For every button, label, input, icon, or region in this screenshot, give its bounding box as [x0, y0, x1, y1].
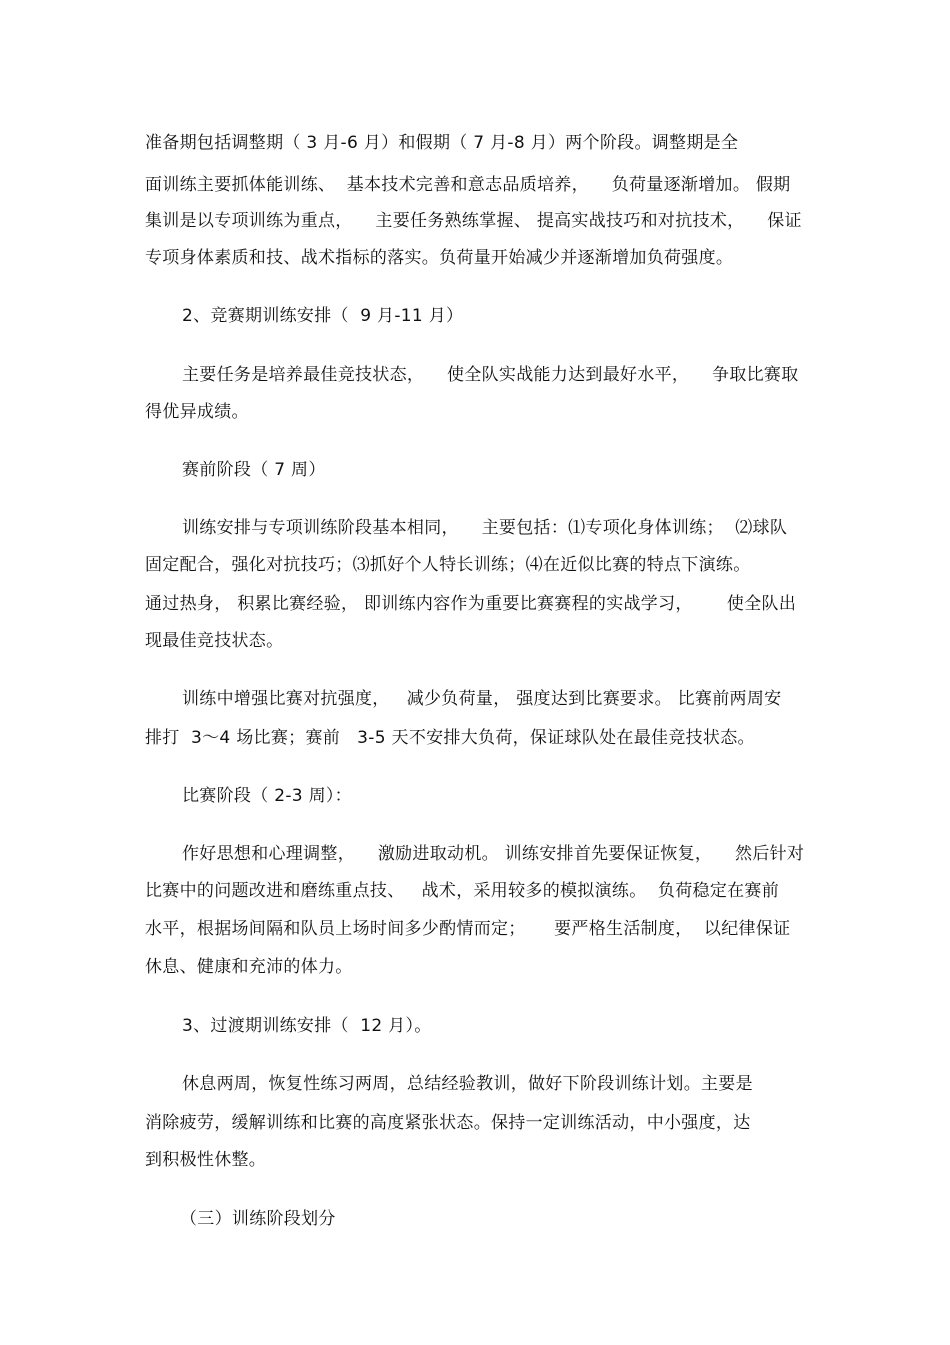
- para-competition-line-1: 主要任务是培养最佳竞技状态， 使全队实战能力达到最好水平， 争取比赛取: [182, 365, 799, 385]
- para-competition-line-2: 得优异成绩。: [145, 402, 249, 422]
- para-match-line-4: 休息、健康和充沛的体力。: [145, 957, 353, 977]
- para-intensity-line-2: 排打 3～4 场比赛；赛前 3-5 天不安排大负荷，保证球队处在最佳竞技状态。: [145, 728, 755, 748]
- para-transition-line-2: 消除疲劳，缓解训练和比赛的高度紧张状态。保持一定训练活动，中小强度，达: [145, 1113, 751, 1133]
- section-heading-training-stages: （三）训练阶段划分: [180, 1209, 336, 1229]
- para-transition-line-3: 到积极性休整。: [145, 1150, 267, 1170]
- para-preparation-line-1: 准备期包括调整期（ 3 月-6 月）和假期（ 7 月-8 月）两个阶段。调整期是全: [145, 133, 739, 153]
- heading-competition-period: 2、竞赛期训练安排（ 9 月-11 月）: [182, 306, 464, 326]
- para-match-line-3: 水平，根据场间隔和队员上场时间多少酌情而定； 要严格生活制度， 以纪律保证: [145, 919, 791, 939]
- subheading-pre-match-stage: 赛前阶段（ 7 周）: [182, 460, 326, 480]
- para-pre-match-line-4: 现最佳竞技状态。: [145, 631, 284, 651]
- para-pre-match-line-1: 训练安排与专项训练阶段基本相同， 主要包括：⑴专项化身体训练； ⑵球队: [182, 518, 788, 538]
- para-transition-line-1: 休息两周，恢复性练习两周，总结经验教训，做好下阶段训练计划。主要是: [182, 1074, 753, 1094]
- para-preparation-line-2: 面训练主要抓体能训练、 基本技术完善和意志品质培养， 负荷量逐渐增加。 假期: [145, 175, 791, 195]
- heading-transition-period: 3、过渡期训练安排（ 12 月）。: [182, 1016, 432, 1036]
- para-pre-match-line-3: 通过热身， 积累比赛经验， 即训练内容作为重要比赛赛程的实战学习， 使全队出: [145, 594, 797, 614]
- para-match-line-1: 作好思想和心理调整， 激励进取动机。 训练安排首先要保证恢复， 然后针对: [182, 844, 805, 864]
- subheading-match-stage: 比赛阶段（ 2-3 周）：: [182, 786, 352, 806]
- para-intensity-line-1: 训练中增强比赛对抗强度， 减少负荷量， 强度达到比赛要求。 比赛前两周安: [182, 689, 782, 709]
- para-preparation-line-3: 集训是以专项训练为重点， 主要任务熟练掌握、 提高实战技巧和对抗技术， 保证: [145, 211, 802, 231]
- para-pre-match-line-2: 固定配合，强化对抗技巧；⑶抓好个人特长训练；⑷在近似比赛的特点下演练。: [145, 555, 751, 575]
- para-match-line-2: 比赛中的问题改进和磨练重点技、 战术，采用较多的模拟演练。 负荷稳定在赛前: [145, 881, 780, 901]
- para-preparation-line-4: 专项身体素质和技、战术指标的落实。负荷量开始减少并逐渐增加负荷强度。: [145, 248, 734, 268]
